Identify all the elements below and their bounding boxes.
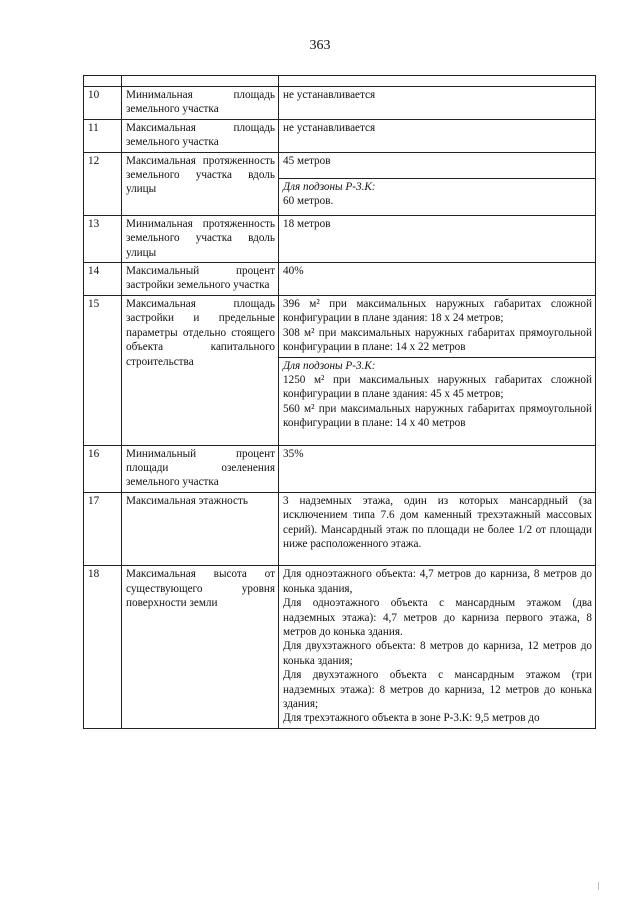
parameter-name: Максимальная площадь застройки и предельные параметры отдельно стоящего объекта капитального строительства (122, 295, 279, 445)
table-row (84, 295, 596, 357)
parameter-value-cell (279, 566, 596, 728)
parameter-name: Максимальная протяженность земельного участка вдоль улицы (122, 152, 279, 215)
parameter-name: Максимальный процент застройки земельного участка (122, 263, 279, 296)
subzone-value-cell (279, 357, 596, 445)
parameter-name: Минимальный процент площади озеленения земельного участка (122, 445, 279, 492)
parameter-value: не устанавливается (279, 119, 596, 152)
parameter-value-cell (279, 295, 596, 357)
subzone-value: 560 м² при максимальных наружных габаритах прямоугольной конфигурации в плане: 14 х 40 метров (283, 402, 592, 430)
parameter-value: 35% (279, 445, 596, 492)
row-number: 15 (84, 295, 122, 445)
parameter-name: Максимальная высота от существующего уровня поверхности земли (122, 566, 279, 728)
table-header-row (84, 76, 596, 87)
parameter-value: 308 м² при максимальных наружных габаритах прямоугольной конфигурации в плане: 14 х 22 метров (283, 326, 592, 354)
parameter-name: Максимальная этажность (122, 492, 279, 566)
row-number: 13 (84, 215, 122, 262)
parameter-value: Для двухэтажного объекта: 8 метров до карниза, 12 метров до конька здания; (283, 640, 592, 667)
parameter-name: Минимальная протяженность земельного участка вдоль улицы (122, 215, 279, 262)
parameter-name: Максимальная площадь земельного участка (122, 119, 279, 152)
row-number: 18 (84, 566, 122, 728)
row-number: 14 (84, 263, 122, 296)
table-row (84, 263, 596, 296)
scan-mark (598, 882, 599, 890)
table-row (84, 87, 596, 120)
page-number: 363 (309, 38, 331, 53)
table-row (84, 152, 596, 178)
subzone-note: Для подзоны Р-3.К: (283, 359, 376, 372)
subzone-value: 1250 м² при максимальных наружных габаритах сложной конфигурации в плане здания: 45 х 45 метров; (283, 373, 592, 401)
table-row (84, 119, 596, 152)
parameter-value: Для трехэтажного объекта в зоне Р-3.К: 9,5 метров до (283, 712, 540, 725)
parameter-value: не устанавливается (279, 87, 596, 120)
parameter-value: 40% (279, 263, 596, 296)
subzone-value-cell (279, 178, 596, 215)
table-row (84, 492, 596, 566)
parameter-value: 396 м² при максимальных наружных габаритах сложной конфигурации в плане здания: 18 х 24 метров; (283, 297, 592, 325)
parameter-name: Минимальная площадь земельного участка (122, 87, 279, 120)
regulations-table (83, 75, 596, 729)
row-number: 17 (84, 492, 122, 566)
subzone-value: 60 метров. (283, 195, 334, 208)
row-number: 12 (84, 152, 122, 215)
row-number: 10 (84, 87, 122, 120)
parameter-value: 45 метров (279, 152, 596, 178)
row-number: 11 (84, 119, 122, 152)
subzone-note: Для подзоны Р-3.К: (283, 180, 376, 193)
table-row (84, 566, 596, 728)
row-number: 16 (84, 445, 122, 492)
parameter-value: Для одноэтажного объекта: 4,7 метров до карниза, 8 метров до конька здания, (283, 568, 592, 595)
parameter-value: Для двухэтажного объекта с мансардным этажом (три надземных этажа): 8 метров до карниза, 12 метров до конька здания; (283, 669, 592, 711)
table-row (84, 215, 596, 262)
parameter-value: Для одноэтажного объекта с мансардным этажом (два надземных этажа): 4,7 метров до карниза первого этажа, 8 метров до конька здания. (283, 597, 592, 638)
table-row (84, 445, 596, 492)
parameter-value: 18 метров (279, 215, 596, 262)
parameter-value: 3 надземных этажа, один из которых мансардный (за исключением типа 7.6 дом каменный трехэтажный массовых серий). Мансардный этаж по площади не более 1/2 от площади ниже расположенного этажа. (279, 492, 596, 566)
